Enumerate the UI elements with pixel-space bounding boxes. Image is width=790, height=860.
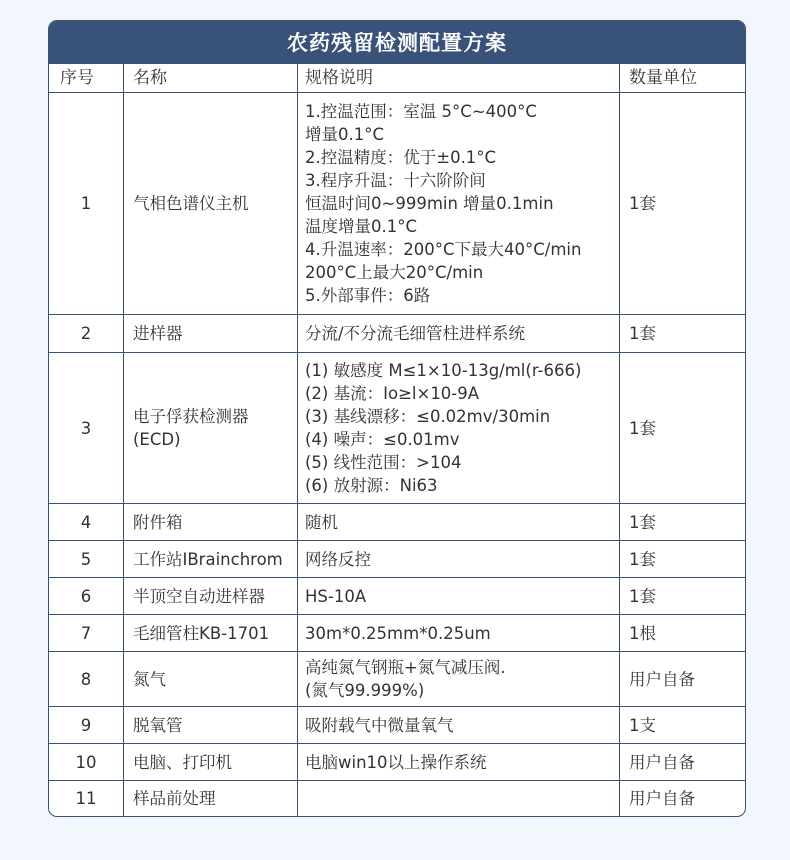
spec-line: 2.控温精度：优于±0.1°C (305, 148, 497, 167)
row-name: 附件箱 (124, 504, 298, 541)
table-row (49, 652, 747, 707)
row-qty: 1套 (620, 504, 747, 541)
spec-line: 随机 (305, 512, 338, 532)
row-name: 氮气 (124, 652, 298, 707)
row-index: 3 (49, 353, 124, 504)
header-index: 序号 (49, 64, 124, 93)
spec-line: 吸附载气中微量氧气 (305, 715, 454, 735)
row-name: 气相色谱仪主机 (124, 93, 298, 315)
table-row (49, 615, 747, 652)
header-spec: 规格说明 (298, 64, 620, 93)
spec-line: 恒温时间0~999min 增量0.1min (305, 194, 554, 213)
table-row (49, 781, 747, 816)
row-spec (298, 578, 620, 615)
header-qty: 数量单位 (620, 64, 747, 93)
row-spec (298, 615, 620, 652)
row-spec (298, 744, 620, 781)
row-spec (298, 541, 620, 578)
row-spec (298, 504, 620, 541)
table-row (49, 353, 747, 504)
row-name: 样品前处理 (124, 781, 298, 816)
row-qty: 1套 (620, 353, 747, 504)
spec-line: HS-10A (305, 586, 367, 606)
row-qty: 用户自备 (620, 781, 747, 816)
row-qty: 1套 (620, 315, 747, 353)
spec-line: (4) 噪声：≤0.01mv (305, 430, 460, 449)
table-row (49, 315, 747, 353)
header-name: 名称 (124, 64, 298, 93)
row-index: 2 (49, 315, 124, 353)
spec-line: 增量0.1°C (305, 125, 385, 144)
spec-line: 1.控温范围：室温 5°C~400°C (305, 102, 537, 121)
spec-line: 200°C上最大20°C/min (305, 263, 484, 282)
spec-line: (2) 基流：Io≥l×10-9A (305, 384, 480, 403)
row-index: 5 (49, 541, 124, 578)
spec-line: 网络反控 (305, 549, 371, 569)
row-spec (298, 781, 620, 816)
row-name: 进样器 (124, 315, 298, 353)
row-qty: 1套 (620, 541, 747, 578)
spec-line: 3.程序升温：十六阶阶间 (305, 171, 486, 190)
spec-line: (氮气99.999%) (305, 681, 425, 700)
row-spec (298, 652, 620, 707)
spec-line: 分流/不分流毛细管柱进样系统 (305, 324, 526, 343)
spec-line: (1) 敏感度 M≤1×10-13g/ml(r-666) (305, 361, 582, 380)
table-row (49, 744, 747, 781)
spec-line: 高纯氮气钢瓶+氮气减压阀. (305, 658, 506, 677)
table-row (49, 578, 747, 615)
row-qty: 1套 (620, 578, 747, 615)
row-spec (298, 315, 620, 353)
row-name: 半顶空自动进样器 (124, 578, 298, 615)
table-row (49, 93, 747, 315)
row-index: 9 (49, 707, 124, 744)
row-index: 6 (49, 578, 124, 615)
row-index: 7 (49, 615, 124, 652)
spec-line: 5.外部事件：6路 (305, 286, 431, 305)
spec-line: 4.升温速率：200°C下最大40°C/min (305, 240, 582, 259)
row-spec (298, 93, 620, 315)
table-row (49, 541, 747, 578)
row-qty: 用户自备 (620, 652, 747, 707)
row-name: 脱氧管 (124, 707, 298, 744)
row-name: 工作站IBrainchrom (124, 541, 298, 578)
table-row (49, 504, 747, 541)
row-spec (298, 707, 620, 744)
spec-line: 温度增量0.1°C (305, 217, 418, 236)
row-index: 4 (49, 504, 124, 541)
row-qty: 1套 (620, 93, 747, 315)
row-index: 10 (49, 744, 124, 781)
spec-line: (6) 放射源：Ni63 (305, 476, 438, 495)
row-index: 11 (49, 781, 124, 816)
row-index: 8 (49, 652, 124, 707)
config-table-card (48, 20, 746, 817)
table-title: 农药残留检测配置方案 (49, 21, 745, 63)
row-name: 电子俘获检测器(ECD) (124, 353, 298, 504)
spec-line: 30m*0.25mm*0.25um (305, 623, 491, 643)
table-row (49, 707, 747, 744)
spec-line: 电脑win10以上操作系统 (305, 752, 487, 772)
row-spec (298, 353, 620, 504)
spec-line: (3) 基线漂移：≤0.02mv/30min (305, 407, 551, 426)
table-header-row (49, 64, 747, 93)
config-table (48, 63, 746, 816)
row-qty: 用户自备 (620, 744, 747, 781)
row-qty: 1根 (620, 615, 747, 652)
row-index: 1 (49, 93, 124, 315)
row-qty: 1支 (620, 707, 747, 744)
row-name: 毛细管柱KB-1701 (124, 615, 298, 652)
spec-line: (5) 线性范围：>104 (305, 453, 462, 472)
row-name: 电脑、打印机 (124, 744, 298, 781)
